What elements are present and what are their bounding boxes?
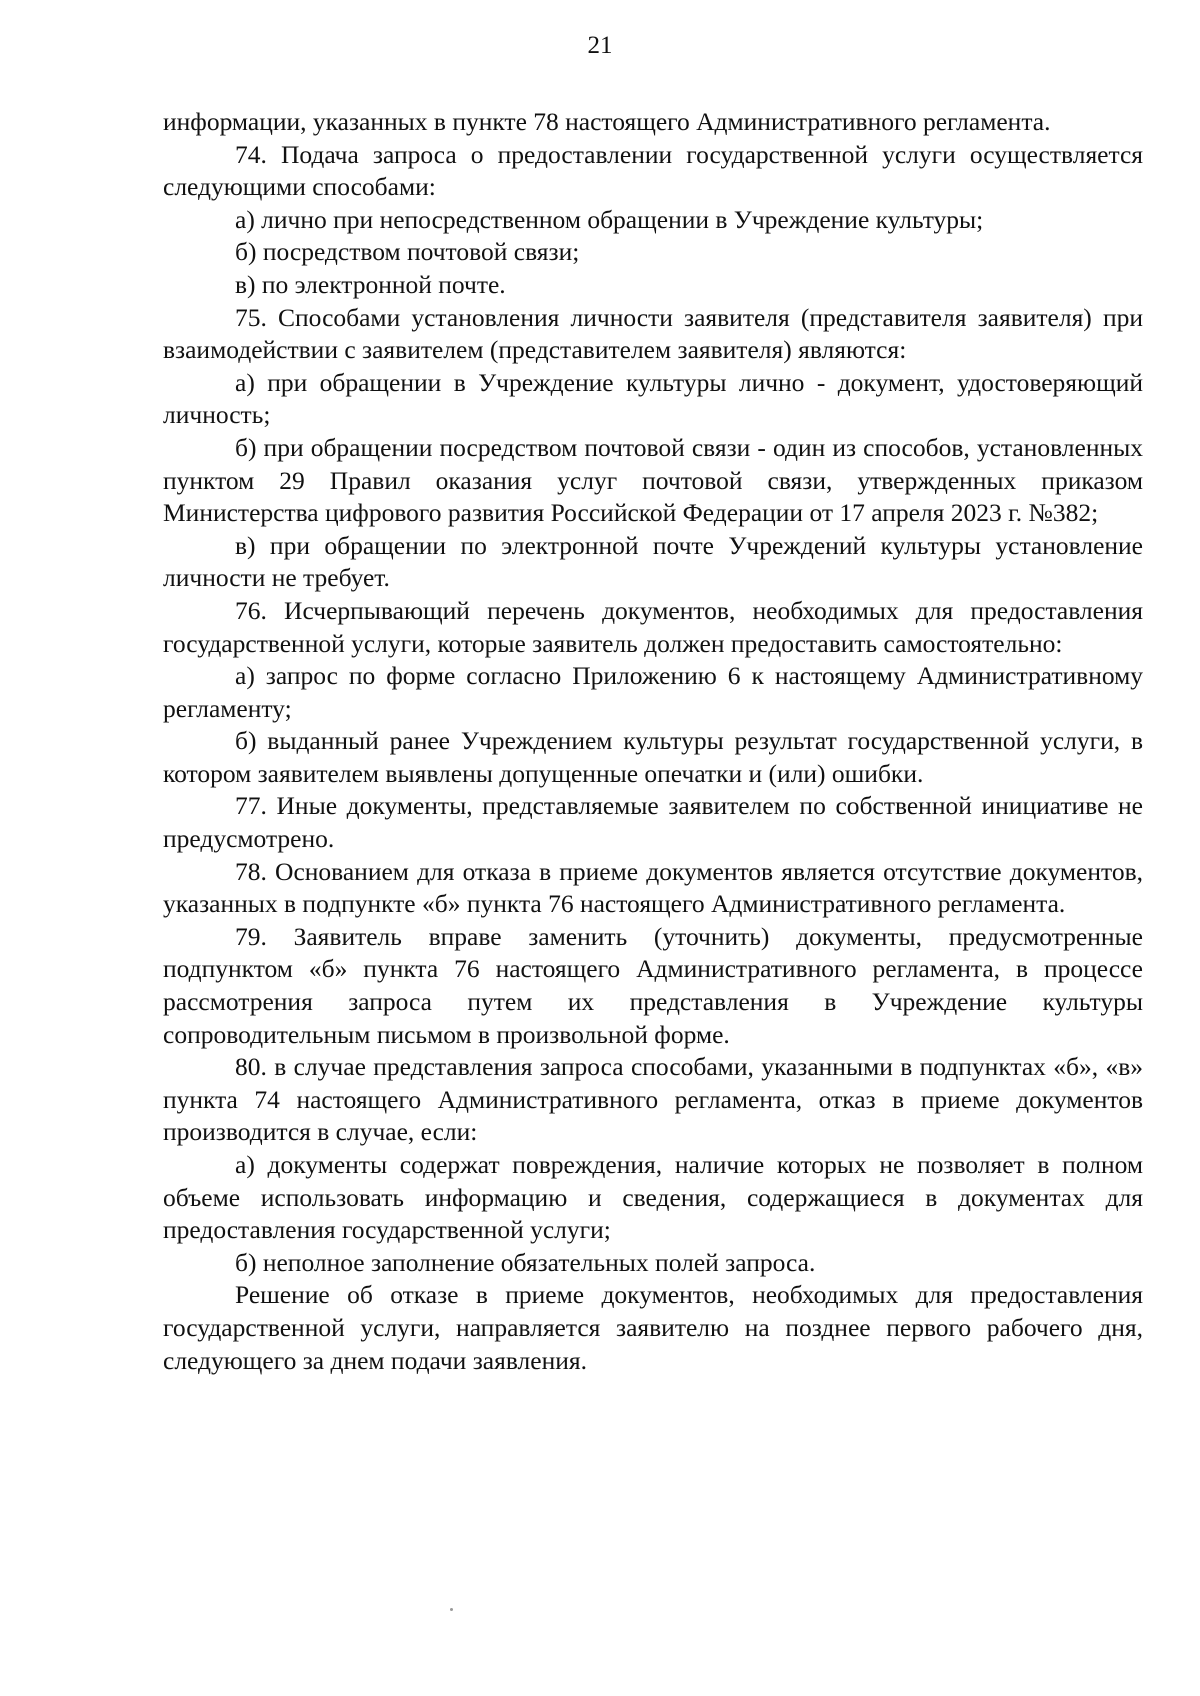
paragraph-80: 80. в случае представления запроса способами, указанными в подпунктах «б», «в» пункта 74 настоящего Административного регламента, отказ в приеме документов производится в случае, если:: [163, 1052, 1143, 1147]
page-number: 21: [587, 32, 613, 59]
paragraph-76-a: а) запрос по форме согласно Приложению 6 к настоящему Административному регламенту;: [163, 661, 1143, 723]
paragraph-continuation: информации, указанных в пункте 78 настоящего Административного регламента.: [163, 107, 1051, 136]
paragraph-75-b: б) при обращении посредством почтовой связи - один из способов, установленных пунктом 29 Правил оказания услуг почтовой связи, утвержденных приказом Министерства цифрового развития Российской Федерации от 17 апреля 2023 г. №382;: [163, 432, 1143, 528]
paragraph-decision: Решение об отказе в приеме документов, необходимых для предоставления государственной услуги, направляется заявителю на позднее первого рабочего дня, следующего за днем подачи заявления.: [163, 1280, 1143, 1375]
paragraph-78: 78. Основанием для отказа в приеме документов является отсутствие документов, указанных в подпункте «б» пункта 76 настоящего Административного регламента.: [163, 856, 1143, 919]
document-body: [163, 106, 1143, 1377]
paragraph-75: 75. Способами установления личности заявителя (представителя заявителя) при взаимодействии с заявителем (представителем заявителя) являются:: [163, 302, 1143, 365]
paragraph-77: 77. Иные документы, представляемые заявителем по собственной инициативе не предусмотрено.: [163, 791, 1143, 854]
paragraph-75-v: в) при обращении по электронной почте Учреждений культуры установление личности не требует.: [163, 530, 1143, 593]
paragraph-80-a: а) документы содержат повреждения, наличие которых не позволяет в полном объеме использовать информацию и сведения, содержащиеся в документах для предоставления государственной услуги;: [163, 1150, 1143, 1245]
paragraph-74: 74. Подача запроса о предоставлении государственной услуги осуществляется следующими способами:: [163, 139, 1143, 202]
paragraph-74-a: а) лично при непосредственном обращении в Учреждение культуры;: [235, 204, 984, 234]
paragraph-75-a: а) при обращении в Учреждение культуры лично - документ, удостоверяющий личность;: [163, 367, 1143, 430]
paragraph-76: 76. Исчерпывающий перечень документов, необходимых для предоставления государственной услуги, которые заявитель должен предоставить самостоятельно:: [163, 595, 1143, 658]
paragraph-76-b: б) выданный ранее Учреждением культуры результат государственной услуги, в котором заявителем выявлены допущенные опечатки и (или) ошибки.: [163, 726, 1143, 788]
paragraph-74-b: б) посредством почтовой связи;: [235, 237, 580, 267]
scan-artifact: [450, 1608, 453, 1611]
paragraph-74-v: в) по электронной почте.: [235, 269, 506, 299]
paragraph-79: 79. Заявитель вправе заменить (уточнить) документы, предусмотренные подпунктом «б» пункта 76 настоящего Административного регламента, в процессе рассмотрения запроса путем их представления в Учреждение культуры сопроводительным письмом в произвольной форме.: [163, 921, 1143, 1049]
paragraph-80-b: б) неполное заполнение обязательных полей запроса.: [235, 1247, 816, 1277]
